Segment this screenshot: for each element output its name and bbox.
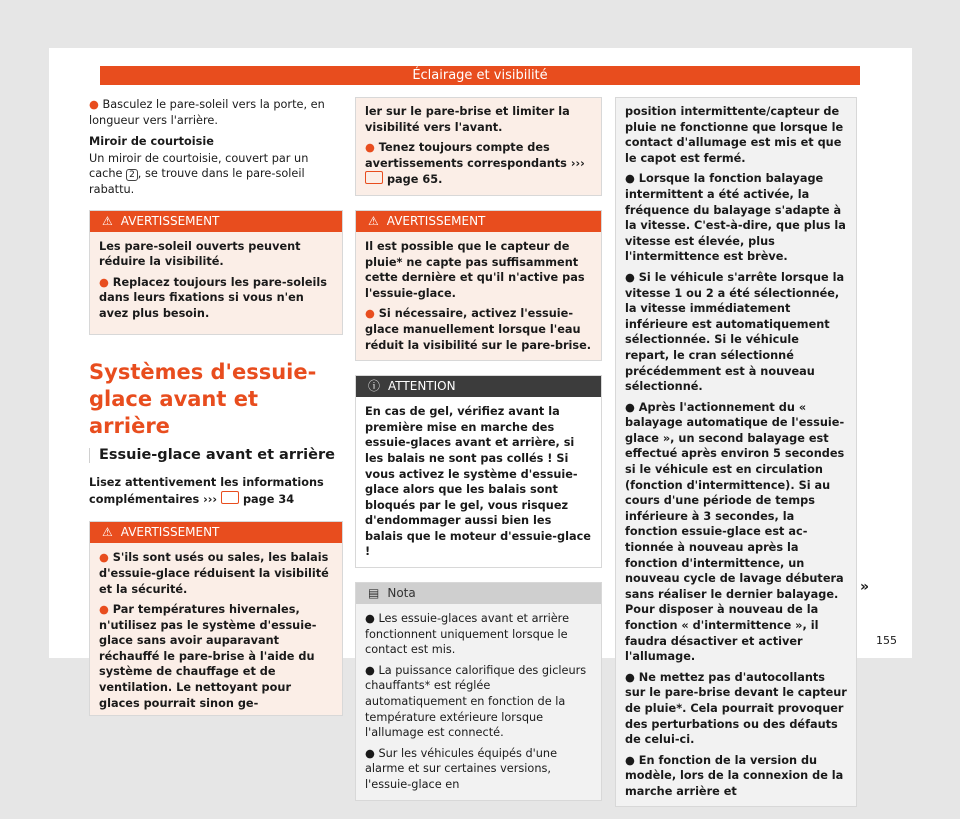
note-title: Nota	[387, 586, 416, 601]
subsection-title: Essuie-glace avant et arrière	[99, 446, 335, 463]
bullet-icon: ●	[89, 98, 99, 111]
bullet-icon: ●	[99, 603, 109, 617]
bullet-text: Replacez toujours les pare-soleils dans leurs fixations si vous n'en avez plus besoin.	[99, 275, 328, 320]
bullet-icon: ●	[99, 551, 109, 565]
text: , se trouve dans le pare-soleil rabattu.	[89, 167, 305, 196]
book-icon	[221, 491, 239, 504]
note-icon: ▤	[368, 586, 380, 601]
page-reference[interactable]: page 65	[386, 173, 439, 187]
intro-text	[89, 475, 343, 507]
bullet-icon: ●	[365, 307, 375, 321]
note-box	[355, 582, 602, 801]
warning-header	[356, 211, 601, 232]
warning-body	[90, 543, 342, 715]
bullet-text: Par températures hivernales, n'utilisez pas le système d'essuie-glace sans avoir auparavant réchauffé le pare-brise à l'aide du système de chauffage et de ventilation. Le nettoyant pour glaces pourrait sinon ge-	[99, 603, 317, 710]
bullet-text: Si nécessaire, activez l'essuie-glace manuellement lorsque l'eau réduit la visibilité sur le pare-brise.	[365, 307, 592, 352]
note-box-continued	[615, 97, 857, 807]
warning-triangle-icon: ⚠	[102, 525, 113, 540]
note-bullet: ● Ne mettez pas d'autocollants sur le pare-brise devant le capteur de pluie*. Cela pourrait provoquer des perturbations ou des défauts de celui-ci.	[625, 670, 847, 747]
note-bullet: ● Sur les véhicules équipés d'une alarme et sur certaines versions, l'essuie-glace en	[365, 746, 558, 791]
note-text: position intermittente/capteur de pluie ne fonctionne que lorsque le contact d'allumage est mis et que le capot est fermé.	[625, 105, 844, 165]
warning-header	[90, 211, 342, 232]
subsection-block	[89, 448, 343, 464]
warning-title: AVERTISSEMENT	[120, 213, 220, 228]
note-bullet: ● Les essuie-glaces avant et arrière fonctionnent uniquement lorsque le contact est mis.	[365, 612, 570, 657]
note-header	[356, 583, 601, 604]
column-3	[615, 97, 857, 819]
bullet-text: S'ils sont usés ou sales, les balais d'essuie-glace réduisent la visibilité et la sécurité.	[99, 551, 329, 596]
page-reference[interactable]: page 34	[242, 492, 295, 506]
bullet-text: Tenez toujours compte des avertissements correspondants ›››	[365, 141, 585, 170]
warning-bullet	[99, 275, 333, 322]
bullet-icon: ●	[365, 141, 375, 155]
note-bullet: ● La puissance calorifique des gicleurs chauffants* est réglée automatiquement en fonction de la température extérieure lorsque l'allumage est connecté.	[365, 663, 587, 740]
page-number: 155	[876, 634, 897, 647]
attention-header	[356, 376, 601, 397]
warning-box	[89, 521, 343, 716]
warning-text: ler sur le pare-brise et limiter la visibilité vers l'avant.	[365, 105, 570, 134]
warning-text: Les pare-soleil ouverts peuvent réduire la visibilité.	[99, 239, 301, 269]
note-bullet: ● Lorsque la fonction balayage intermittent a été activée, la fréquence du balayage s'adapte à la vitesse. C'est-à-dire, que plus la vitesse est élevée, plus l'intermittence est brève.	[625, 172, 846, 264]
callout-number: 2	[126, 169, 138, 181]
warning-header	[90, 522, 342, 543]
book-icon	[365, 171, 383, 184]
note-body	[616, 98, 856, 806]
warning-bullet	[365, 306, 592, 353]
warning-bullet	[99, 550, 333, 597]
note-bullet: ● En fonction de la version du modèle, lors de la connexion de la marche arrière et	[625, 753, 844, 798]
note-bullet: ● Si le véhicule s'arrête lorsque la vitesse 1 ou 2 a été sélectionnée, la vitesse immédiatement inférieure est automatiquement sélectionnée. Si le véhicule repart, le cran sélectionné précédemment est à nouveau sélectionné.	[625, 270, 845, 394]
warning-bullet	[99, 602, 333, 711]
column-2	[355, 97, 602, 813]
paragraph	[89, 97, 343, 128]
continued-arrow: »	[860, 579, 870, 595]
bullet-text: Les essuie-glaces avant et arrière fonctionnent uniquement lorsque le contact est mis.	[365, 612, 570, 657]
warning-box-continued	[355, 97, 602, 196]
section-title: Systèmes d'essuie-glace avant et arrière	[89, 359, 317, 438]
bullet-text: Ne mettez pas d'autocollants sur le pare-brise devant le capteur de pluie*. Cela pourrait provoquer des perturbations ou des défauts de celui-ci.	[625, 670, 847, 747]
text: Un miroir de courtoisie, couvert par un cache	[89, 151, 309, 181]
bullet-text: Lorsque la fonction balayage intermittent a été activée, la fréquence du balayage s'adapte à la vitesse. C'est-à-dire, que plus la vitesse est élevée, plus l'intermittence est brève.	[625, 172, 846, 264]
note-bullet: ● Après l'actionnement du « balayage automatique de l'essuie-glace », un second balayage est effectué après environ 5 secondes si le véhicule est en circulation (fonction d'intermittence). Si au cours d'une période de temps inférieure à 3 secondes, la fonction essuie-glace est actionnée à nouveau après la fonction d'intermittence, un nouveau cycle de lavage débutera sans réaliser le dernier balayage. Pour disposer à nouveau de la fonction « d'intermittence », il faudra désactiver et activer l'allumage.	[625, 400, 845, 664]
bullet-text: La puissance calorifique des gicleurs chauffants* est réglée automatiquement en fonction de la température extérieure lorsque l'allumage est connecté.	[365, 663, 587, 740]
info-circle-icon: ⓘ	[368, 379, 381, 394]
warning-body	[90, 232, 342, 334]
warning-text: Il est possible que le capteur de pluie* ne capte pas suffisamment cette dernière et qu'il n'active pas l'essuie-glace.	[365, 239, 585, 300]
warning-box	[355, 210, 602, 361]
warning-triangle-icon: ⚠	[368, 213, 379, 228]
bullet-text: Après l'actionnement du « balayage automatique de l'essuie-glace », un second balayage est effectué après environ 5 secondes si le véhicule est en circulation (fonction d'intermittence). Si au cours d'une période de temps inférieure à 3 secondes, la fonction essuie-glace est actionnée à nouveau après la fonction d'intermittence, un nouveau cycle de lavage débutera sans réaliser le dernier balayage. Pour disposer à nouveau de la fonction « d'intermittence », il faudra désactiver et activer l'allumage.	[625, 400, 845, 664]
attention-text: En cas de gel, vérifiez avant la première mise en marche des essuie-glaces avant et arrière, si les balais ne sont pas collés ! Si vous activez le système d'essuie-glace alors que les balais sont bloqués par le gel, vous risquez d'endommager aussi bien les balais que le moteur d'essuie-glace !	[365, 405, 591, 559]
chapter-header: Éclairage et visibilité	[100, 66, 860, 85]
warning-title: AVERTISSEMENT	[386, 213, 486, 228]
warning-box	[89, 210, 343, 335]
bullet-icon: ●	[99, 275, 109, 289]
attention-box	[355, 375, 602, 568]
bullet-text: En fonction de la version du modèle, lors de la connexion de la marche arrière et	[625, 753, 844, 798]
attention-title: ATTENTION	[388, 379, 456, 394]
warning-body	[356, 98, 601, 195]
bullet-text: Si le véhicule s'arrête lorsque la vitesse 1 ou 2 a été sélectionnée, la vitesse immédiatement inférieure est automatiquement sélectionnée. Si le véhicule repart, le cran sélectionné précédemment est à nouveau sélectionné.	[625, 270, 845, 394]
attention-body	[356, 397, 601, 567]
note-body	[356, 604, 601, 800]
text: Lisez attentivement les informations complémentaires ›››	[89, 476, 324, 506]
paragraph	[89, 151, 343, 198]
warning-bullet: ● Tenez toujours compte des avertissements correspondants ››› page 65.	[365, 141, 585, 187]
subheading-mirror: Miroir de courtoisie	[89, 135, 214, 149]
bullet-text: Sur les véhicules équipés d'une alarme et sur certaines versions, l'essuie-glace en	[365, 746, 558, 791]
column-1	[89, 97, 343, 728]
warning-title: AVERTISSEMENT	[120, 525, 220, 540]
warning-body	[356, 232, 601, 360]
warning-triangle-icon: ⚠	[102, 213, 113, 228]
bullet-text: Basculez le pare-soleil vers la porte, en longueur vers l'arrière.	[89, 98, 325, 127]
